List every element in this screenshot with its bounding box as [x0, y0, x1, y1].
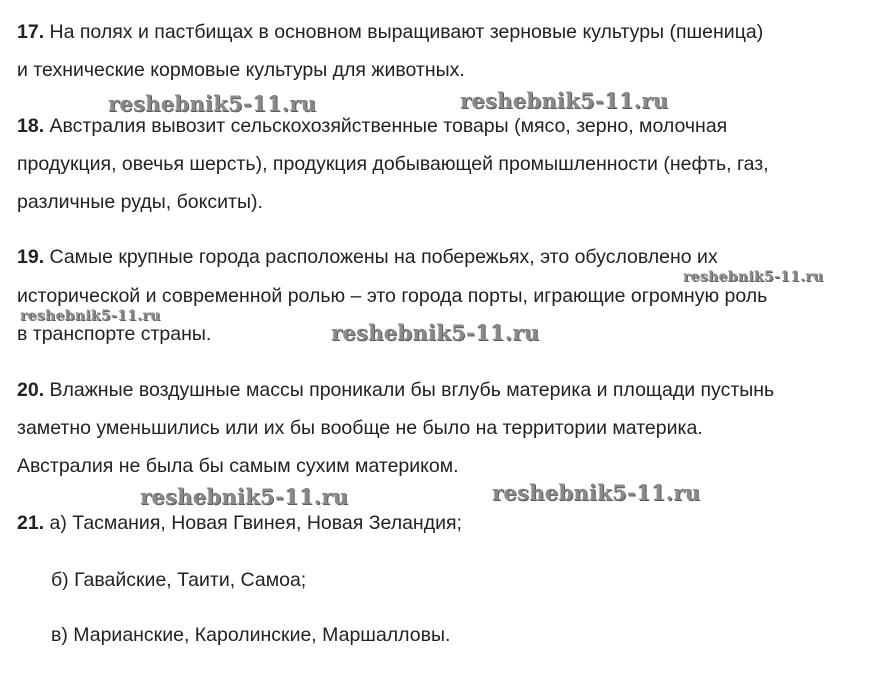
- answer-19-text-1: Самые крупные города расположены на побережьях, это обусловлено их: [44, 246, 718, 268]
- answer-18-line-3: различные руды, бокситы).: [17, 191, 263, 213]
- answer-21-line-2: б) Гавайские, Таити, Самоа;: [51, 569, 307, 591]
- answer-18-line-1: [17, 114, 727, 138]
- answer-21-text-1: а) Тасмания, Новая Гвинея, Новая Зеландия;: [44, 512, 462, 534]
- watermark: reshebnik5-11.ru: [108, 91, 317, 116]
- answer-17-line-2: и технические кормовые культуры для животных.: [17, 59, 465, 81]
- answer-20-number: 20.: [17, 379, 45, 401]
- watermark: reshebnik5-11.ru: [140, 484, 349, 509]
- answer-17-number: 17.: [17, 21, 45, 43]
- answer-21-line-1: [17, 511, 462, 535]
- answer-20-text-1: Влажные воздушные массы проникали бы вглубь материка и площади пустынь: [44, 379, 775, 401]
- watermark: reshebnik5-11.ru: [492, 480, 701, 505]
- watermark: reshebnik5-11.ru: [331, 320, 540, 345]
- answer-21-number: 21.: [17, 512, 45, 534]
- answer-18-number: 18.: [17, 115, 45, 137]
- watermark: reshebnik5-11.ru: [460, 88, 669, 113]
- answer-19-line-2: исторической и современной ролью – это города порты, играющие огромную роль: [17, 285, 768, 307]
- answer-20-line-3: Австралия не была бы самым сухим материком.: [17, 455, 459, 477]
- watermark: reshebnik5-11.ru: [683, 269, 824, 285]
- answer-19-number: 19.: [17, 246, 45, 268]
- answer-19-line-1: [17, 245, 718, 269]
- answer-18-text-1: Австралия вывозит сельскохозяйственные товары (мясо, зерно, молочная: [44, 115, 728, 137]
- answer-21-line-3: в) Марианские, Каролинские, Маршалловы.: [51, 624, 451, 646]
- answer-17-line-1: [17, 20, 763, 44]
- answer-19-line-3: в транспорте страны.: [17, 323, 212, 345]
- answer-18-line-2: продукция, овечья шерсть), продукция добывающей промышленности (нефть, газ,: [17, 153, 769, 175]
- answer-17-text-1: На полях и пастбищах в основном выращивают зерновые культуры (пшеница): [44, 21, 764, 43]
- answer-20-line-1: [17, 378, 774, 402]
- answer-20-line-2: заметно уменьшились или их бы вообще не было на территории материка.: [17, 417, 703, 439]
- watermark: reshebnik5-11.ru: [20, 308, 161, 324]
